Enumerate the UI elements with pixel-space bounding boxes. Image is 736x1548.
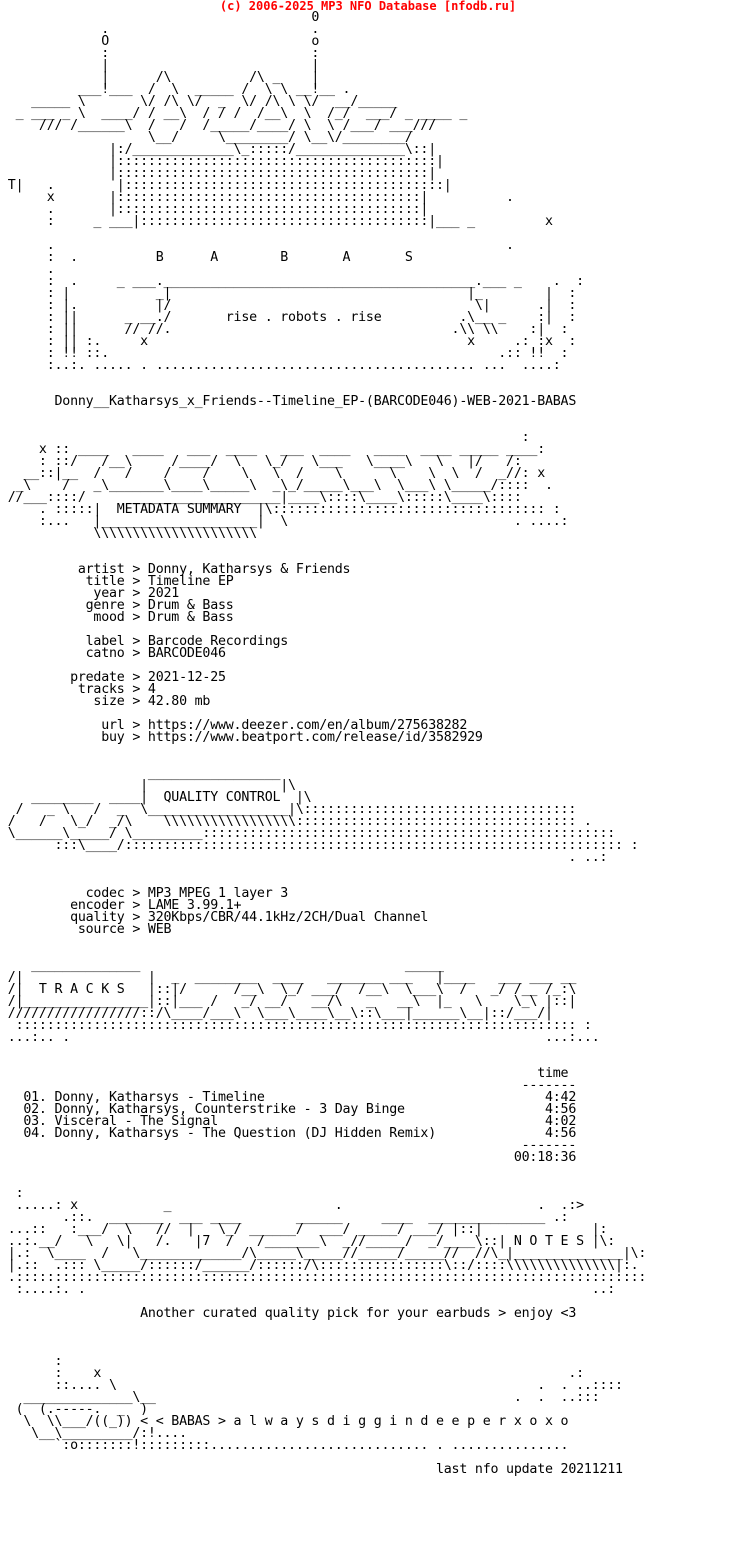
nfo-line: /// /______\ / / /_____/____/ \ \ /___/ ___/// (0, 118, 436, 133)
nfo-line: . . (0, 22, 320, 37)
nfo-line: buy > https://www.beatport.com/release/id/3582929 (0, 730, 483, 745)
nfo-line: | | (0, 58, 320, 73)
nfo-ascii-document (0, 12, 646, 1476)
nfo-line: ...:.. . ...:... (0, 1030, 600, 1045)
nfo-line: x :: ____ ____ ___ ____ ___ ____ ____ ____ _____ ____: (0, 442, 545, 457)
nfo-line (0, 540, 646, 552)
nfo-line: : : (0, 46, 320, 61)
nfo-line (0, 1344, 646, 1356)
nfo-line: \ \\___/((_)) < < BABAS > a l w a y s d i g g i n d e e p e r x o x o (0, 1414, 569, 1429)
nfo-line: |.:: .::: \_____/::::::/______/::::::/\::::::::::::::::\::/::::\\\\\\\\\\\\\\|:. (0, 1258, 639, 1273)
nfo-line: /////////////////::/\____/___\ \___\____\__\::\___|______\__|::/___/| (0, 1006, 553, 1021)
nfo-line: genre > Drum & Bass (0, 598, 234, 613)
nfo-line (0, 372, 646, 384)
nfo-line: T| . |:::::::::::::::::::::::::::::::::::::::::| (0, 178, 452, 193)
nfo-line (0, 744, 646, 756)
nfo-line: : ::/ /__\ /____/ \ \_/ \___ \____\ \ |/ /: (0, 454, 522, 469)
nfo-line: 03. Visceral - The Signal 4:02 (0, 1114, 577, 1129)
nfo-line: :::\____/:::::::::::::::::::::::::::::::::::::::::::::::::::::::::::::::: : (0, 838, 639, 853)
nfo-line (0, 408, 646, 420)
nfo-line: _ ___ _ \ ____/ / __\ / / / /__\ \ /_/ ___/ _ ____ _ (0, 106, 468, 121)
nfo-line: _________________ (0, 766, 281, 781)
nfo-line: | /\ /\ _ | (0, 70, 320, 85)
nfo-line: ------- (0, 1138, 577, 1153)
nfo-line: 0 (0, 10, 320, 25)
nfo-line: `:o:::::::!:::::::::............................ . ............... (0, 1438, 569, 1453)
nfo-line: ( (.-----. _ ) (0, 1402, 148, 1417)
nfo-line: Another curated quality pick for your earbuds > enjoy <3 (0, 1306, 577, 1321)
nfo-line: : . B A B A S (0, 250, 413, 265)
nfo-line: \\\\\\\\\\\\\\\\\\\\\ (0, 526, 257, 541)
nfo-line: / / \_/ _/\ \\\\\\\\\\\\\\\\\:::::::::::::::::::::::::::::::::::: . (0, 814, 592, 829)
nfo-line: url > https://www.deezer.com/en/album/275638282 (0, 718, 468, 733)
nfo-line: label > Barcode Recordings (0, 634, 289, 649)
nfo-line: : |. |/ \| .| : (0, 298, 577, 313)
nfo-line: x |:::::::::::::::::::::::::::::::::::::::| . (0, 190, 514, 205)
nfo-line: \__/ \________/ \__\/________/ (0, 130, 413, 145)
nfo-line: time (0, 1066, 569, 1081)
nfo-line: : !! ::. .:: !! : (0, 346, 569, 361)
nfo-line: : (0, 430, 530, 445)
nfo-line: ______________ _____ (0, 958, 444, 973)
nfo-line: :....:. . ..: (0, 1282, 616, 1297)
nfo-line: size > 42.80 mb (0, 694, 211, 709)
nfo-line: ...:: :___/ \ // | \_/ ______/ ___/ _____/ ___/ |::| |: (0, 1222, 608, 1237)
nfo-line: 01. Donny, Katharsys - Timeline 4:42 (0, 1090, 577, 1105)
nfo-line: |::::::::::::::::::::::::::::::::::::::::| (0, 166, 436, 181)
nfo-line: title > Timeline EP (0, 574, 234, 589)
nfo-line: 00:18:36 (0, 1150, 577, 1165)
nfo-line (0, 1332, 646, 1344)
nfo-line: year > 2021 (0, 586, 180, 601)
nfo-line: \__\_________/:!.... (0, 1426, 187, 1441)
nfodb-credit-header: (c) 2006-2025 MP3 NFO Database [nfodb.ru] (219, 0, 517, 13)
nfo-line (0, 1164, 646, 1176)
nfo-line: |:/_____________\_:::::/______________\::| (0, 142, 436, 157)
nfo-line: : _ ___|:::::::::::::::::::::::::::::::::::::|___ _ x (0, 214, 553, 229)
nfo-line: :... |____________________| \ . ....: (0, 514, 569, 529)
nfo-line: last nfo update 20211211 (0, 1462, 623, 1477)
nfo-line: :::::::::::::::::::::::::::::::::::::::::::::::::::::::::::::::::::::::: : (0, 1018, 592, 1033)
nfo-line: : || // //. .\\ \\ :| : (0, 322, 569, 337)
nfo-line: __::|__ / / / / \ \ / \ \ \ \ / _//: x (0, 466, 545, 481)
nfo-line: :..:. ..... . ......................................... ... ....: (0, 358, 561, 373)
nfo-line: _____ \ \/ /\ \/ _ \/ /\ \ \/ __/_____ (0, 94, 398, 109)
nfo-line: ________ ____| QUALITY CONTROL |\ (0, 790, 312, 805)
nfo-line: //___::::/ ___________________|____\::::\____\:::::\____\:::: (0, 490, 522, 505)
nfo-line: /|________________|::|___ / _/ __/ __/\ _ __\ |_ \ \_\ |::| (0, 994, 577, 1009)
nfo-line: 02. Donny, Katharsys, Counterstrike - 3 Day Binge 4:56 (0, 1102, 577, 1117)
nfo-line: : x .: (0, 1366, 584, 1381)
nfo-line: codec > MP3 MPEG 1 layer 3 (0, 886, 289, 901)
nfo-line: ___!___ / \ _____ / \ \ __!__ . (0, 82, 351, 97)
nfo-line: ..:.__/ \ \| /. |7 / /_______\ _//_____/ _/____\::| N O T E S |\: (0, 1234, 616, 1249)
nfo-line: .....: x _ . . .:> (0, 1198, 584, 1213)
nfo-line: encoder > LAME 3.99.1+ (0, 898, 242, 913)
nfo-line: artist > Donny, Katharsys & Friends (0, 562, 351, 577)
nfo-line (0, 864, 646, 876)
nfo-line: . (0, 262, 55, 277)
nfo-line: ::.... \ . . ..:::: (0, 1378, 623, 1393)
nfo-line (0, 1176, 646, 1188)
nfo-line: mood > Drum & Bass (0, 610, 234, 625)
nfo-line: O o (0, 34, 320, 49)
nfo-line: : || _ __./ rise . robots . rise .\__ _ :| : (0, 310, 577, 325)
nfo-line (0, 1320, 646, 1332)
nfo-line: : (0, 1354, 63, 1369)
nfo-line: : . _ ___.________________________________________.___ _ . : (0, 274, 584, 289)
nfo-line: | |\ (0, 778, 296, 793)
nfo-line: 04. Donny, Katharsys - The Question (DJ Hidden Remix) 4:56 (0, 1126, 577, 1141)
nfo-line: : | _| |_ | : (0, 286, 577, 301)
nfo-line: |.: \____ / \_____________/\_____\_____//_____/_____// //\_|______________|\: (0, 1246, 647, 1261)
nfo-line: _\ / _\_______\____\_____\ _\_/_____\___\ \___\ \_____/:::: . (0, 478, 553, 493)
nfo-line: |:::::::::::::::::::::::::::::::::::::::::| (0, 154, 444, 169)
nfo-line: predate > 2021-12-25 (0, 670, 226, 685)
nfo-line: Donny__Katharsys_x_Friends--Timeline_EP-(BARCODE046)-WEB-2021-BABAS (0, 394, 577, 409)
nfo-line (0, 936, 646, 948)
nfo-line: quality > 320Kbps/CBR/44.1kHz/2CH/Dual Channel (0, 910, 429, 925)
nfo-line: \______\_____/ \_________::::::::::::::::::::::::::::::::::::::::::::::::::::: (0, 826, 616, 841)
nfo-line: ------- (0, 1078, 577, 1093)
nfo-line: ______________\__ . . ..::: (0, 1390, 600, 1405)
nfo-line: . ..: (0, 850, 608, 865)
nfo-line: : (0, 1186, 24, 1201)
nfo-line: . . (0, 238, 514, 253)
nfo-line: /| T R A C K S |::|/ /__\ \_/ ___/ /__\ \___\ / _/ /__ /_:\ (0, 982, 577, 997)
nfo-line: / _ \ / _ \__________________|\::::::::::::::::::::::::::::::::::: (0, 802, 577, 817)
nfo-line: . |:::::::::::::::::::::::::::::::::::::::| (0, 202, 429, 217)
nfo-line: source > WEB (0, 922, 172, 937)
nfo-line: . :::::| METADATA SUMMARY |\::::::::::::::::::::::::::::::::::: : (0, 502, 561, 517)
nfo-line: .::. _______ ___ ____ ______ ____ _______________ .: (0, 1210, 569, 1225)
nfo-line: /| | _ ________ ____ _______ ___ |____ ___ ___ __ (0, 970, 577, 985)
nfo-line (0, 1044, 646, 1056)
nfo-line: catno > BARCODE046 (0, 646, 226, 661)
nfo-line: .::::::::::::::::::::::::::::::::::::::::::::::::::::::::::::::::::::::::::::::::: (0, 1270, 647, 1285)
nfo-line: : || :. x x .: :x : (0, 334, 577, 349)
nfo-line: tracks > 4 (0, 682, 156, 697)
